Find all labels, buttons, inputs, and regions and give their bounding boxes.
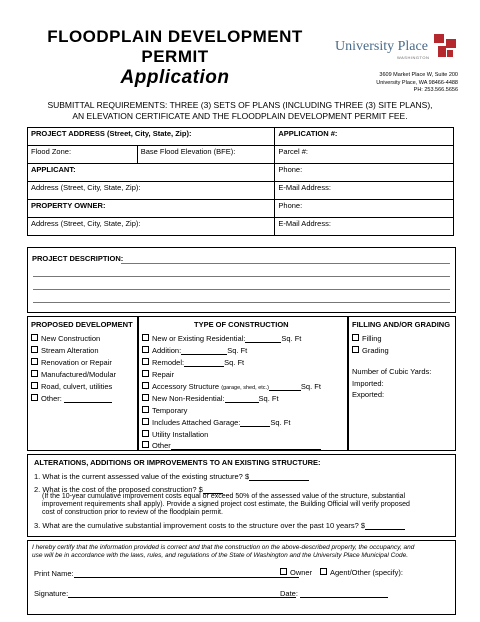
address-phone: PH: 253.566.5656	[413, 87, 458, 93]
checkbox-new-residential[interactable]: New or Existing Residential: Sq. Ft	[142, 334, 301, 343]
title-line-1: FLOODPLAIN DEVELOPMENT	[47, 27, 303, 46]
certification-box	[27, 540, 456, 615]
title-application: Application	[120, 67, 230, 88]
project-description-box[interactable]	[27, 247, 456, 313]
signature-field[interactable]: Signature:	[34, 589, 296, 598]
applicant-address-field[interactable]: Address (Street, City, State, Zip):	[28, 182, 275, 200]
certification-text	[32, 544, 452, 560]
checkbox-repair[interactable]: Repair	[142, 370, 174, 379]
checkbox-addition[interactable]: Addition: Sq. Ft	[142, 346, 247, 355]
checkbox-renovation[interactable]: Renovation or Repair	[31, 358, 112, 367]
owner-address-field[interactable]: Address (Street, City, State, Zip):	[28, 218, 275, 236]
university-place-logo	[335, 30, 460, 65]
checkbox-remodel[interactable]: Remodel: Sq. Ft	[142, 358, 244, 367]
checkbox-icon[interactable]	[31, 394, 38, 401]
project-info-table	[27, 127, 454, 236]
checkbox-icon[interactable]	[31, 382, 38, 389]
q3-cumulative-costs[interactable]: 3. What are the cumulative substantial improvement costs to the structure over the past 10 years? $	[34, 521, 405, 530]
checkbox-icon[interactable]	[31, 370, 38, 377]
checkbox-filling[interactable]: Filling	[352, 334, 382, 343]
requirements-line-1: SUBMITTAL REQUIREMENTS: THREE (3) SETS OF PLANS (INCLUDING THREE (3) SITE PLANS),	[47, 100, 433, 110]
description-line-2	[33, 276, 450, 277]
description-line-3	[33, 289, 450, 290]
applicant-phone-field[interactable]: Phone:	[275, 164, 454, 182]
flood-zone-field[interactable]: Flood Zone:	[28, 146, 138, 164]
imported-field[interactable]: Imported:	[352, 379, 384, 388]
applicant-email-field[interactable]: E-Mail Address:	[275, 182, 454, 200]
checkbox-new-nonresidential[interactable]: New Non-Residential: Sq. Ft	[142, 394, 279, 403]
checkbox-other[interactable]: Other:	[31, 394, 112, 403]
logo-subtext: WASHINGTON	[397, 55, 430, 60]
checkbox-attached-garage[interactable]: Includes Attached Garage: Sq. Ft	[142, 418, 290, 427]
checkbox-utility[interactable]: Utility Installation	[142, 430, 208, 439]
alterations-header: ALTERATIONS, ADDITIONS OR IMPROVEMENTS TO AN EXISTING STRUCTURE:	[34, 458, 321, 467]
filling-grading-header: FILLING AND/OR GRADING	[352, 320, 451, 329]
title-line-2: PERMIT	[141, 47, 209, 66]
certification-line-1: I hereby certify that the information provided is correct and that the construction on the above-described property, the occupancy, and	[32, 544, 415, 551]
q2-note-3: cost of construction prior to review of the floodplain permit.	[42, 509, 223, 516]
q2-note-2: improvement requirements shall apply). Provide a signed project cost estimate, the Building Official will verify proposed	[42, 501, 410, 508]
city-address	[376, 72, 458, 95]
checkbox-owner[interactable]: Owner	[280, 568, 312, 577]
form-title	[30, 27, 320, 66]
q2-proposed-cost[interactable]: 2. What is the cost of the proposed construction? $	[34, 485, 223, 494]
proposed-development-header: PROPOSED DEVELOPMENT	[31, 320, 133, 329]
checkbox-agent-other[interactable]: Agent/Other (specify):	[320, 568, 403, 577]
parcel-field[interactable]: Parcel #:	[275, 146, 454, 164]
description-line-4	[33, 302, 450, 303]
construction-type-header: TYPE OF CONSTRUCTION	[194, 320, 289, 329]
owner-phone-field[interactable]: Phone:	[275, 200, 454, 218]
checkbox-icon[interactable]	[31, 334, 38, 341]
cubic-yards-label: Number of Cubic Yards:	[352, 367, 432, 376]
applicant-field[interactable]: APPLICANT:	[28, 164, 275, 182]
checkbox-accessory[interactable]: Accessory Structure (garage, shed, etc.) Sq. Ft	[142, 382, 321, 391]
checkbox-new-construction[interactable]: New Construction	[31, 334, 100, 343]
checkbox-icon[interactable]	[31, 358, 38, 365]
filling-grading-box	[348, 316, 456, 451]
project-description-label: PROJECT DESCRIPTION:	[32, 254, 124, 263]
description-line-1	[121, 263, 450, 264]
address-line-1: 3609 Market Place W, Suite 200	[379, 72, 458, 78]
project-address-field[interactable]: PROJECT ADDRESS (Street, City, State, Zip):	[28, 128, 275, 146]
submittal-requirements	[20, 100, 460, 122]
alterations-box	[27, 454, 456, 537]
q1-assessed-value[interactable]: 1. What is the current assessed value of the existing structure? $	[34, 472, 309, 481]
construction-type-box	[138, 316, 348, 451]
checkbox-temporary[interactable]: Temporary	[142, 406, 187, 415]
q2-note-1: (If the 10-year cumulative improvement costs equal or exceed 50% of the assessed value of the structure, substantial	[42, 493, 406, 500]
application-number-field[interactable]: APPLICATION #:	[275, 128, 454, 146]
exported-field[interactable]: Exported:	[352, 390, 385, 399]
address-line-2: University Place, WA 98466-4488	[376, 79, 458, 86]
proposed-development-box	[27, 316, 138, 451]
owner-email-field[interactable]: E-Mail Address:	[275, 218, 454, 236]
checkbox-stream-alteration[interactable]: Stream Alteration	[31, 346, 99, 355]
checkbox-road[interactable]: Road, culvert, utilities	[31, 382, 112, 391]
certification-line-2: use will be in accordance with the laws, rules, and regulations of the State of Washington and the University Place Municipal Code.	[32, 552, 409, 559]
logo-mark-icon	[432, 31, 458, 59]
checkbox-icon[interactable]	[31, 346, 38, 353]
print-name-field[interactable]: Print Name:	[34, 569, 299, 578]
bfe-field[interactable]: Base Flood Elevation (BFE):	[137, 146, 275, 164]
owner-field[interactable]: PROPERTY OWNER:	[28, 200, 275, 218]
logo-text: University Place	[335, 39, 428, 54]
checkbox-grading[interactable]: Grading	[352, 346, 389, 355]
requirements-line-2: AN ELEVATION CERTIFICATE AND THE FLOODPLAIN DEVELOPMENT PERMIT FEE.	[72, 111, 408, 121]
date-field[interactable]: Date:	[280, 589, 388, 598]
checkbox-other-construction[interactable]: Other	[142, 441, 321, 450]
checkbox-manufactured[interactable]: Manufactured/Modular	[31, 370, 116, 379]
